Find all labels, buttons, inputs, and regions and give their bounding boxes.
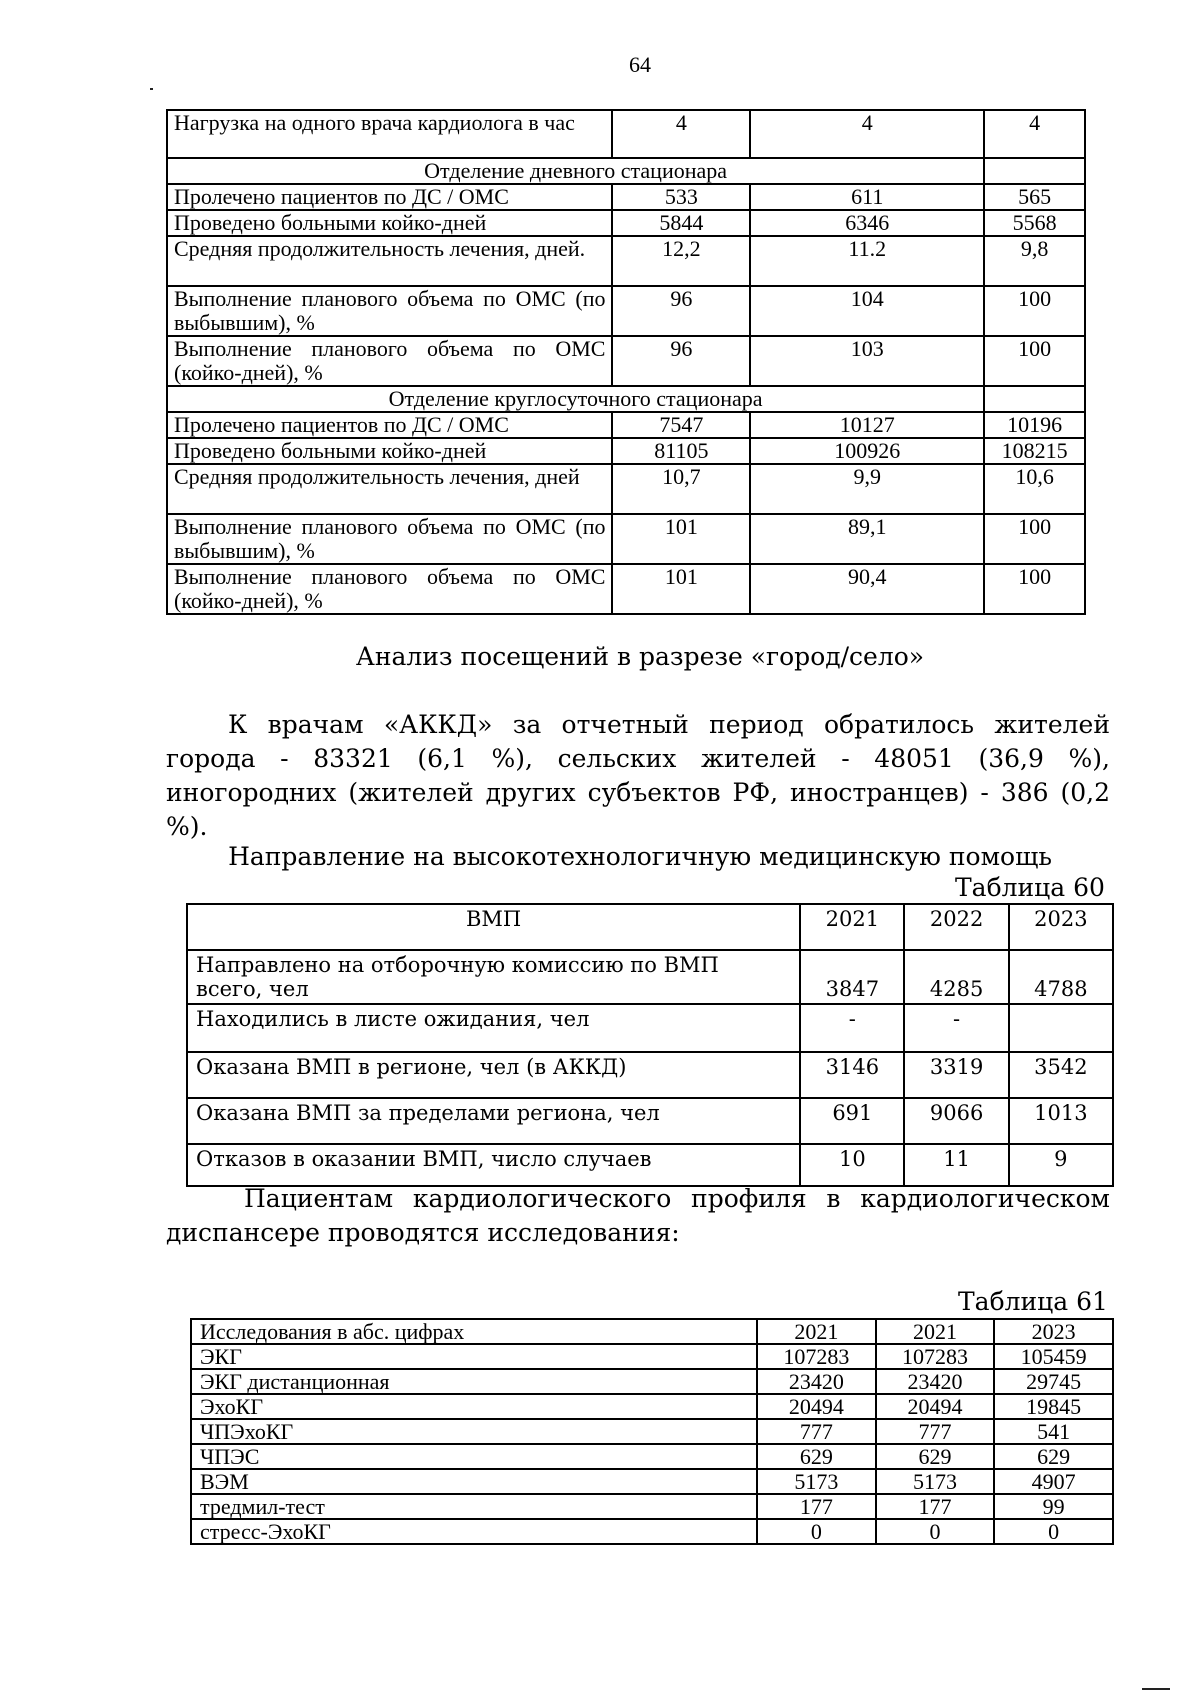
cell-2022: 11.2 — [750, 236, 984, 286]
cell-2023: 3542 — [1009, 1052, 1113, 1098]
header-year-2023: 2023 — [994, 1319, 1113, 1344]
cell-2021: 4 — [612, 110, 750, 158]
header-year-2021: 2021 — [757, 1319, 876, 1344]
cell-2021: 7547 — [612, 412, 750, 438]
table-row — [187, 1098, 1113, 1144]
row-label: Средняя продолжительность лечения, дней. — [167, 236, 612, 286]
cell-2022: 9,9 — [750, 464, 984, 514]
studies-table — [190, 1318, 1114, 1545]
empty-cell — [984, 158, 1085, 184]
table-row — [191, 1494, 1113, 1519]
cell-2023 — [1009, 1004, 1113, 1052]
cell-2022: 9066 — [904, 1098, 1008, 1144]
cell-col2: 20494 — [876, 1394, 995, 1419]
cell-col3: 541 — [994, 1419, 1113, 1444]
cell-2021: 101 — [612, 564, 750, 614]
cell-2022: 89,1 — [750, 514, 984, 564]
section-title-round-clock-hospital: Отделение круглосуточного стационара — [167, 386, 984, 412]
table-header-row — [187, 904, 1113, 950]
cell-2023: 9 — [1009, 1144, 1113, 1186]
header-year-2021: 2021 — [800, 904, 904, 950]
row-label: Проведено больными койко-дней — [167, 210, 612, 236]
row-label: ЭхоКГ — [191, 1394, 757, 1419]
cell-col1: 23420 — [757, 1369, 876, 1394]
row-label: Выполнение планового объема по ОМС (по выбывшим), % — [167, 514, 612, 564]
header-label: ВМП — [187, 904, 800, 950]
section-row — [167, 158, 1085, 184]
header-year-2023: 2023 — [1009, 904, 1113, 950]
row-label: Находились в листе ожидания, чел — [187, 1004, 800, 1052]
cell-col1: 629 — [757, 1444, 876, 1469]
cell-2023: 10,6 — [984, 464, 1085, 514]
cell-2022: 10127 — [750, 412, 984, 438]
cell-col1: 107283 — [757, 1344, 876, 1369]
cell-2021: 691 — [800, 1098, 904, 1144]
row-label: Выполнение планового объема по ОМС (койко-дней), % — [167, 336, 612, 386]
cell-2021: 5844 — [612, 210, 750, 236]
table-row — [167, 210, 1085, 236]
cell-2023: 100 — [984, 514, 1085, 564]
cell-2023: 100 — [984, 286, 1085, 336]
cell-col3: 629 — [994, 1444, 1113, 1469]
row-label: Оказана ВМП за пределами региона, чел — [187, 1098, 800, 1144]
table-header-row — [191, 1319, 1113, 1344]
row-label: ЭКГ дистанционная — [191, 1369, 757, 1394]
cell-col3: 4907 — [994, 1469, 1113, 1494]
row-label: Проведено больными койко-дней — [167, 438, 612, 464]
vmp-table — [186, 903, 1114, 1187]
row-label: Выполнение планового объема по ОМС (койко-дней), % — [167, 564, 612, 614]
cell-col3: 105459 — [994, 1344, 1113, 1369]
cell-2023: 100 — [984, 336, 1085, 386]
cell-col2: 777 — [876, 1419, 995, 1444]
cell-2022: 100926 — [750, 438, 984, 464]
cell-col2: 23420 — [876, 1369, 995, 1394]
cell-2023: 108215 — [984, 438, 1085, 464]
row-label: ЧПЭхоКГ — [191, 1419, 757, 1444]
cell-2022: 6346 — [750, 210, 984, 236]
analysis-heading: Анализ посещений в разрезе «город/село» — [355, 642, 925, 671]
row-label: ЭКГ — [191, 1344, 757, 1369]
header-year-2022: 2022 — [904, 904, 1008, 950]
cell-2022: 3319 — [904, 1052, 1008, 1098]
row-label: Отказов в оказании ВМП, число случаев — [187, 1144, 800, 1186]
cell-2022: 104 — [750, 286, 984, 336]
row-label: тредмил-тест — [191, 1494, 757, 1519]
cell-2021: 10 — [800, 1144, 904, 1186]
cell-col1: 20494 — [757, 1394, 876, 1419]
table-row — [167, 184, 1085, 210]
cell-2021: 101 — [612, 514, 750, 564]
table-row — [191, 1344, 1113, 1369]
cell-2021: 3847 — [800, 950, 904, 1004]
cell-2023: 4 — [984, 110, 1085, 158]
patients-paragraph: Пациентам кардиологического профиля в кардиологическом диспансере проводятся исследования: — [166, 1184, 1110, 1247]
cell-2023: 5568 — [984, 210, 1085, 236]
cell-2021: 96 — [612, 336, 750, 386]
vmp-heading: Направление на высокотехнологичную медицинскую помощь — [228, 842, 1052, 871]
cell-2021: 12,2 — [612, 236, 750, 286]
cell-col1: 0 — [757, 1519, 876, 1544]
cell-2023: 9,8 — [984, 236, 1085, 286]
cell-col3: 0 — [994, 1519, 1113, 1544]
row-label: Оказана ВМП в регионе, чел (в АККД) — [187, 1052, 800, 1098]
table-row — [187, 1004, 1113, 1052]
table-row — [167, 564, 1085, 614]
cell-col2: 107283 — [876, 1344, 995, 1369]
cell-2023: 10196 — [984, 412, 1085, 438]
table-row — [187, 950, 1113, 1004]
table-row — [167, 514, 1085, 564]
row-label: Направлено на отборочную комиссию по ВМП всего, чел — [187, 950, 800, 1004]
table-row — [187, 1144, 1113, 1186]
table-row — [191, 1519, 1113, 1544]
row-label: ЧПЭС — [191, 1444, 757, 1469]
table-row — [191, 1369, 1113, 1394]
row-label: стресс-ЭхоКГ — [191, 1519, 757, 1544]
table-row — [167, 336, 1085, 386]
cell-2023: 1013 — [1009, 1098, 1113, 1144]
cell-col1: 5173 — [757, 1469, 876, 1494]
cell-col3: 29745 — [994, 1369, 1113, 1394]
hospital-stats-table — [166, 109, 1086, 615]
table-row — [167, 286, 1085, 336]
table-row — [191, 1419, 1113, 1444]
section-row — [167, 386, 1085, 412]
empty-cell — [984, 386, 1085, 412]
scan-mark — [1142, 1688, 1170, 1690]
cell-2023: 100 — [984, 564, 1085, 614]
table-row — [187, 1052, 1113, 1098]
analysis-paragraph: К врачам «АККД» за отчетный период обратилось жителей города - 83321 (6,1 %), сельских жителей - 48051 (36,9 %), иногородних (жителей других субъектов РФ, иностранцев) - 386 (0,2 %). — [166, 710, 1110, 841]
cell-2021: - — [800, 1004, 904, 1052]
table-row — [167, 110, 1085, 158]
row-label: Пролечено пациентов по ДС / ОМС — [167, 412, 612, 438]
table-row — [191, 1444, 1113, 1469]
cell-col2: 629 — [876, 1444, 995, 1469]
table-61-caption: Таблица 61 — [958, 1287, 1108, 1316]
cell-2021: 81105 — [612, 438, 750, 464]
cell-col2: 0 — [876, 1519, 995, 1544]
cell-col1: 177 — [757, 1494, 876, 1519]
table-row — [167, 412, 1085, 438]
cell-2021: 3146 — [800, 1052, 904, 1098]
header-label: Исследования в абс. цифрах — [191, 1319, 757, 1344]
cell-col2: 177 — [876, 1494, 995, 1519]
cell-2023: 4788 — [1009, 950, 1113, 1004]
cell-col2: 5173 — [876, 1469, 995, 1494]
row-label: Средняя продолжительность лечения, дней — [167, 464, 612, 514]
row-label: ВЭМ — [191, 1469, 757, 1494]
row-label: Выполнение планового объема по ОМС (по выбывшим), % — [167, 286, 612, 336]
cell-2022: 90,4 — [750, 564, 984, 614]
cell-2021: 96 — [612, 286, 750, 336]
section-title-day-hospital: Отделение дневного стационара — [167, 158, 984, 184]
table-row — [191, 1394, 1113, 1419]
table-60-caption: Таблица 60 — [955, 873, 1105, 902]
cell-2021: 10,7 — [612, 464, 750, 514]
cell-col1: 777 — [757, 1419, 876, 1444]
cell-col3: 19845 — [994, 1394, 1113, 1419]
cell-2022: 611 — [750, 184, 984, 210]
header-year-2021-second: 2021 — [876, 1319, 995, 1344]
row-label: Нагрузка на одного врача кардиолога в час — [167, 110, 612, 158]
table-row — [167, 438, 1085, 464]
cell-2022: 11 — [904, 1144, 1008, 1186]
table-row — [167, 464, 1085, 514]
row-label: Пролечено пациентов по ДС / ОМС — [167, 184, 612, 210]
cell-2022: - — [904, 1004, 1008, 1052]
cell-2023: 565 — [984, 184, 1085, 210]
cell-col3: 99 — [994, 1494, 1113, 1519]
page-number: 64 — [629, 52, 651, 77]
scan-speck — [150, 88, 153, 90]
cell-2022: 4285 — [904, 950, 1008, 1004]
cell-2021: 533 — [612, 184, 750, 210]
table-row — [167, 236, 1085, 286]
table-row — [191, 1469, 1113, 1494]
cell-2022: 4 — [750, 110, 984, 158]
cell-2022: 103 — [750, 336, 984, 386]
